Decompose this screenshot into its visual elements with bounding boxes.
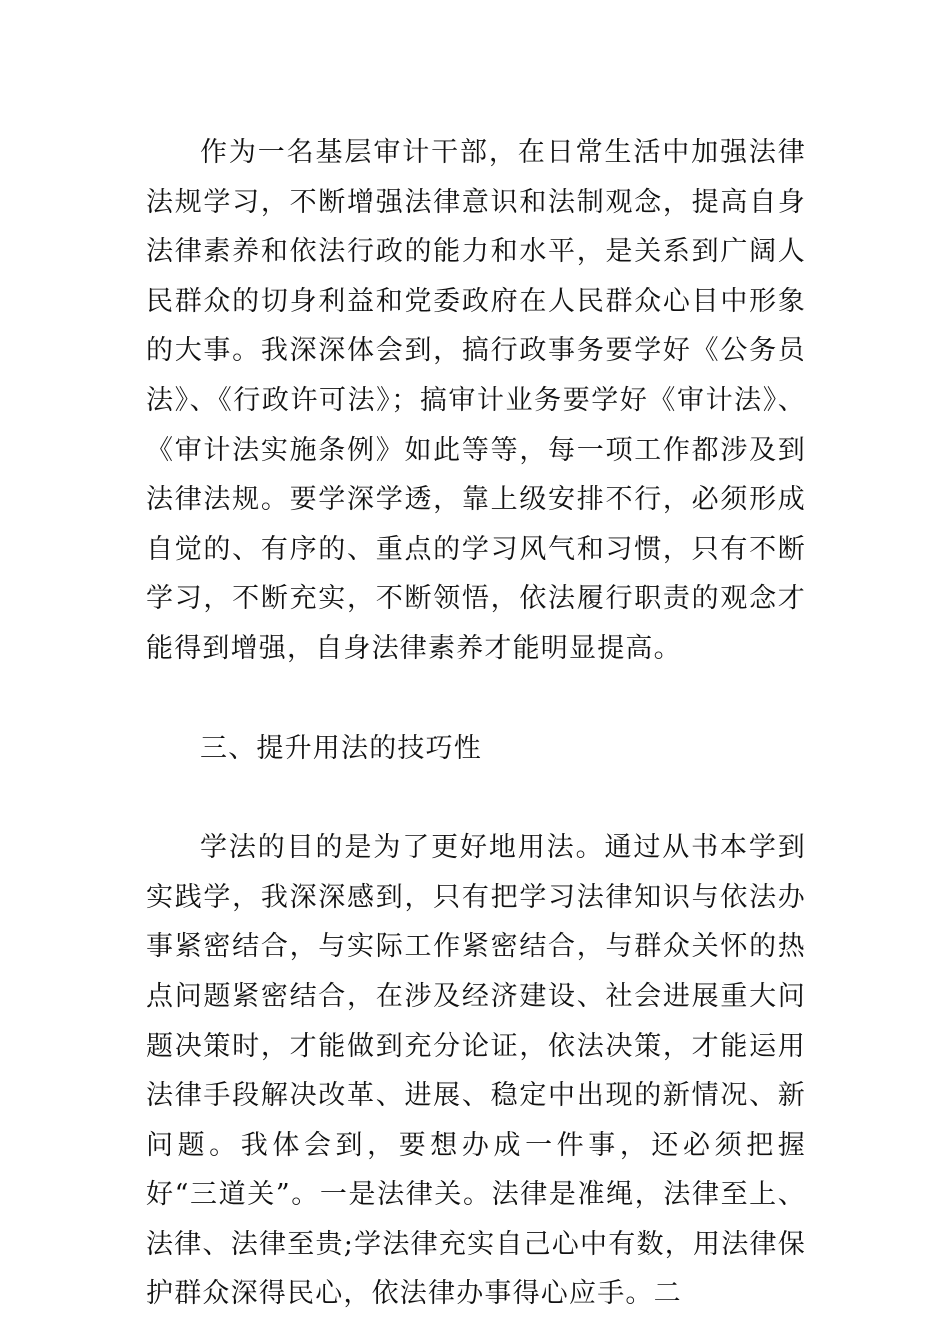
- document-page: [146, 128, 806, 1319]
- body-paragraph: 学法的目的是为了更好地用法。通过从书本学到实践学，我深深感到，只有把学习法律知识与依法办事紧密结合，与实际工作紧密结合，与群众关怀的热点问题紧密结合，在涉及经济建设、社会进展重大问题决策时，才能做到充分论证，依法决策，才能运用法律手段解决改革、进展、稳定中出现的新情况、新问题。我体会到，要想办成一件事，还必须把握好“三道关”。一是法律关。法律是准绳，法律至上、法律、法律至贵;学法律充实自己心中有数，用法律保护群众深得民心，依法律办事得心应手。二: [146, 832, 806, 1310]
- body-paragraph: 作为一名基层审计干部，在日常生活中加强法律法规学习，不断增强法律意识和法制观念，提高自身法律素养和依法行政的能力和水平，是关系到广阔人民群众的切身利益和党委政府在人民群众心目中形象的大事。我深深体会到，搞行政事务要学好《公务员法》、《行政许可法》；搞审计业务要学好《审计法》、《审计法实施条例》如此等等，每一项工作都涉及到法律法规。要学深学透，靠上级安排不行，必须形成自觉的、有序的、重点的学习风气和习惯，只有不断学习，不断充实，不断领悟，依法履行职责的观念才能得到增强，自身法律素养才能明显提高。: [146, 137, 806, 664]
- section-heading: 三、提升用法的技巧性: [200, 732, 482, 764]
